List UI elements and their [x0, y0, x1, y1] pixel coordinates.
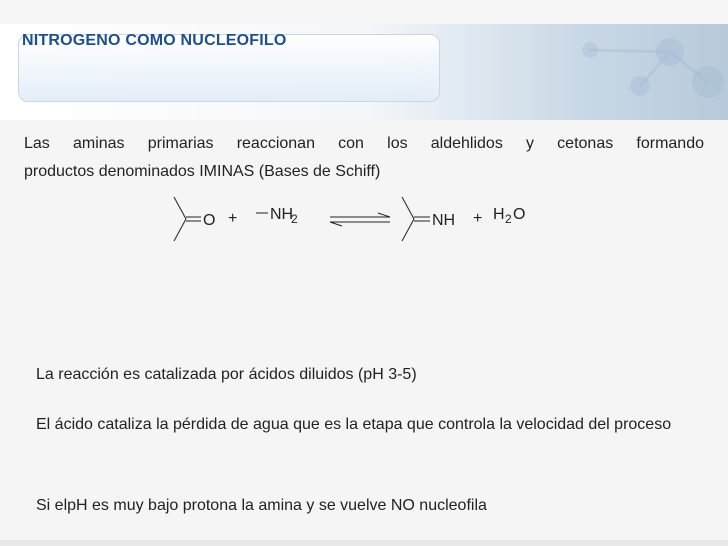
imine-label: NH [432, 212, 456, 229]
intro-paragraph [24, 130, 704, 186]
molecule-decoration-icon [520, 24, 728, 120]
intro-line-1: Las aminas primarias reaccionan con los aldehlidos y cetonas formando [24, 135, 704, 152]
imine-reaction-equation [170, 193, 560, 249]
imine-bond-lower [402, 219, 414, 241]
bullet-acid-role: El ácido cataliza la pérdida de agua que es la etapa que controla la velocidad del proceso [36, 416, 672, 433]
imine-bond-upper [402, 197, 414, 219]
oxygen-label: O [203, 212, 216, 229]
ketone-bond-lower [174, 219, 186, 241]
water-subscript: 2 [505, 212, 512, 226]
water-h: H [493, 206, 505, 223]
bullet-catalysis: La reacción es catalizada por ácidos diluidos (pH 3-5) [36, 366, 417, 383]
amine-label: NH [270, 206, 294, 223]
bottom-divider [0, 540, 728, 546]
plus-sign-1: + [228, 210, 238, 227]
intro-line-2: productos denominados IMINAS (Bases de Schiff) [24, 163, 381, 180]
plus-sign-2: + [473, 210, 483, 227]
reverse-arrow-head [330, 222, 342, 226]
bullet-low-ph: Si elpH es muy bajo protona la amina y se vuelve NO nucleofila [36, 497, 487, 514]
ketone-bond-upper [174, 197, 186, 219]
amine-subscript: 2 [291, 212, 298, 226]
water-o: O [513, 206, 526, 223]
page-title: NITROGENO COMO NUCLEOFILO [22, 32, 287, 49]
forward-arrow-head [378, 213, 390, 217]
